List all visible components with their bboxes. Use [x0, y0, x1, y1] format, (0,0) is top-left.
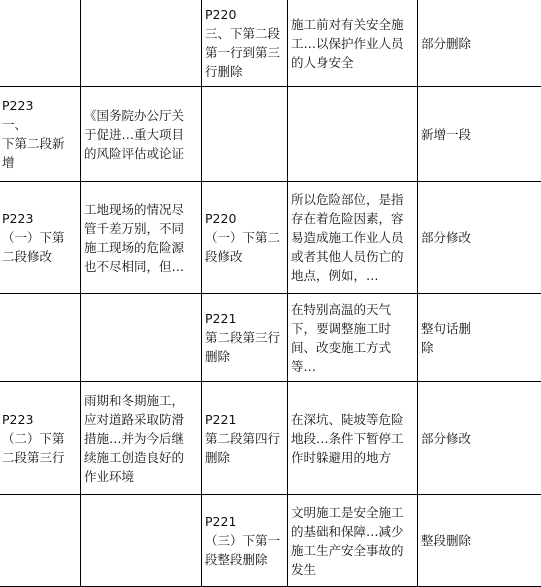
orig-text-cell: 工地现场的情况尽 管千差万别，不同 施工现场的危险源 也不尽相同，但…	[81, 182, 202, 294]
new-location-cell: P221 第二段第三行 删除	[202, 294, 288, 382]
new-text-cell: 文明施工是安全施工 的基础和保障…减少 施工生产安全事故的 发生	[288, 495, 418, 587]
table-row	[0, 182, 541, 294]
new-location-cell: P220 （一）下第二 段修改	[202, 182, 288, 294]
orig-location-cell	[0, 495, 81, 587]
change-type-cell: 部分修改	[418, 182, 541, 294]
change-type-cell: 部分删除	[418, 0, 541, 87]
table-row	[0, 87, 541, 182]
orig-text-cell	[81, 0, 202, 87]
orig-location-cell	[0, 294, 81, 382]
orig-text-cell: 《国务院办公厅关 于促进…重大项目 的风险评估或论证	[81, 87, 202, 182]
new-text-cell: 在特别高温的天气 下，要调整施工时 间、改变施工方式 等…	[288, 294, 418, 382]
orig-location-cell	[0, 0, 81, 87]
change-type-cell: 整句话删 除	[418, 294, 541, 382]
table-row	[0, 0, 541, 87]
orig-text-cell	[81, 495, 202, 587]
orig-text-cell	[81, 294, 202, 382]
new-location-cell: P221 （三）下第一 段整段删除	[202, 495, 288, 587]
change-type-cell: 整段删除	[418, 495, 541, 587]
orig-text-cell: 雨期和冬期施工， 应对道路采取防滑 措施…并为今后继 续施工创造良好的 作业环境	[81, 382, 202, 495]
new-location-cell: P220 三、下第二段 第一行到第三 行删除	[202, 0, 288, 87]
change-type-cell: 新增一段	[418, 87, 541, 182]
orig-location-cell: P223 （一）下第 二段修改	[0, 182, 81, 294]
new-location-cell	[202, 87, 288, 182]
new-text-cell	[288, 87, 418, 182]
new-text-cell: 施工前对有关安全施 工…以保护作业人员 的人身安全	[288, 0, 418, 87]
new-text-cell: 所以危险部位，是指 存在着危险因素，容 易造成施工作业人员 或者其他人员伤亡的 地点，例如，…	[288, 182, 418, 294]
orig-location-cell: P223 （二）下第 二段第三行	[0, 382, 81, 495]
new-location-cell: P221 第二段第四行 删除	[202, 382, 288, 495]
table-row	[0, 382, 541, 495]
change-type-cell: 部分修改	[418, 382, 541, 495]
orig-location-cell: P223 一、 下第二段新 增	[0, 87, 81, 182]
new-text-cell: 在深坑、陡坡等危险 地段…条件下暂停工 作时躲避用的地方	[288, 382, 418, 495]
table-row	[0, 294, 541, 382]
table-row	[0, 495, 541, 587]
